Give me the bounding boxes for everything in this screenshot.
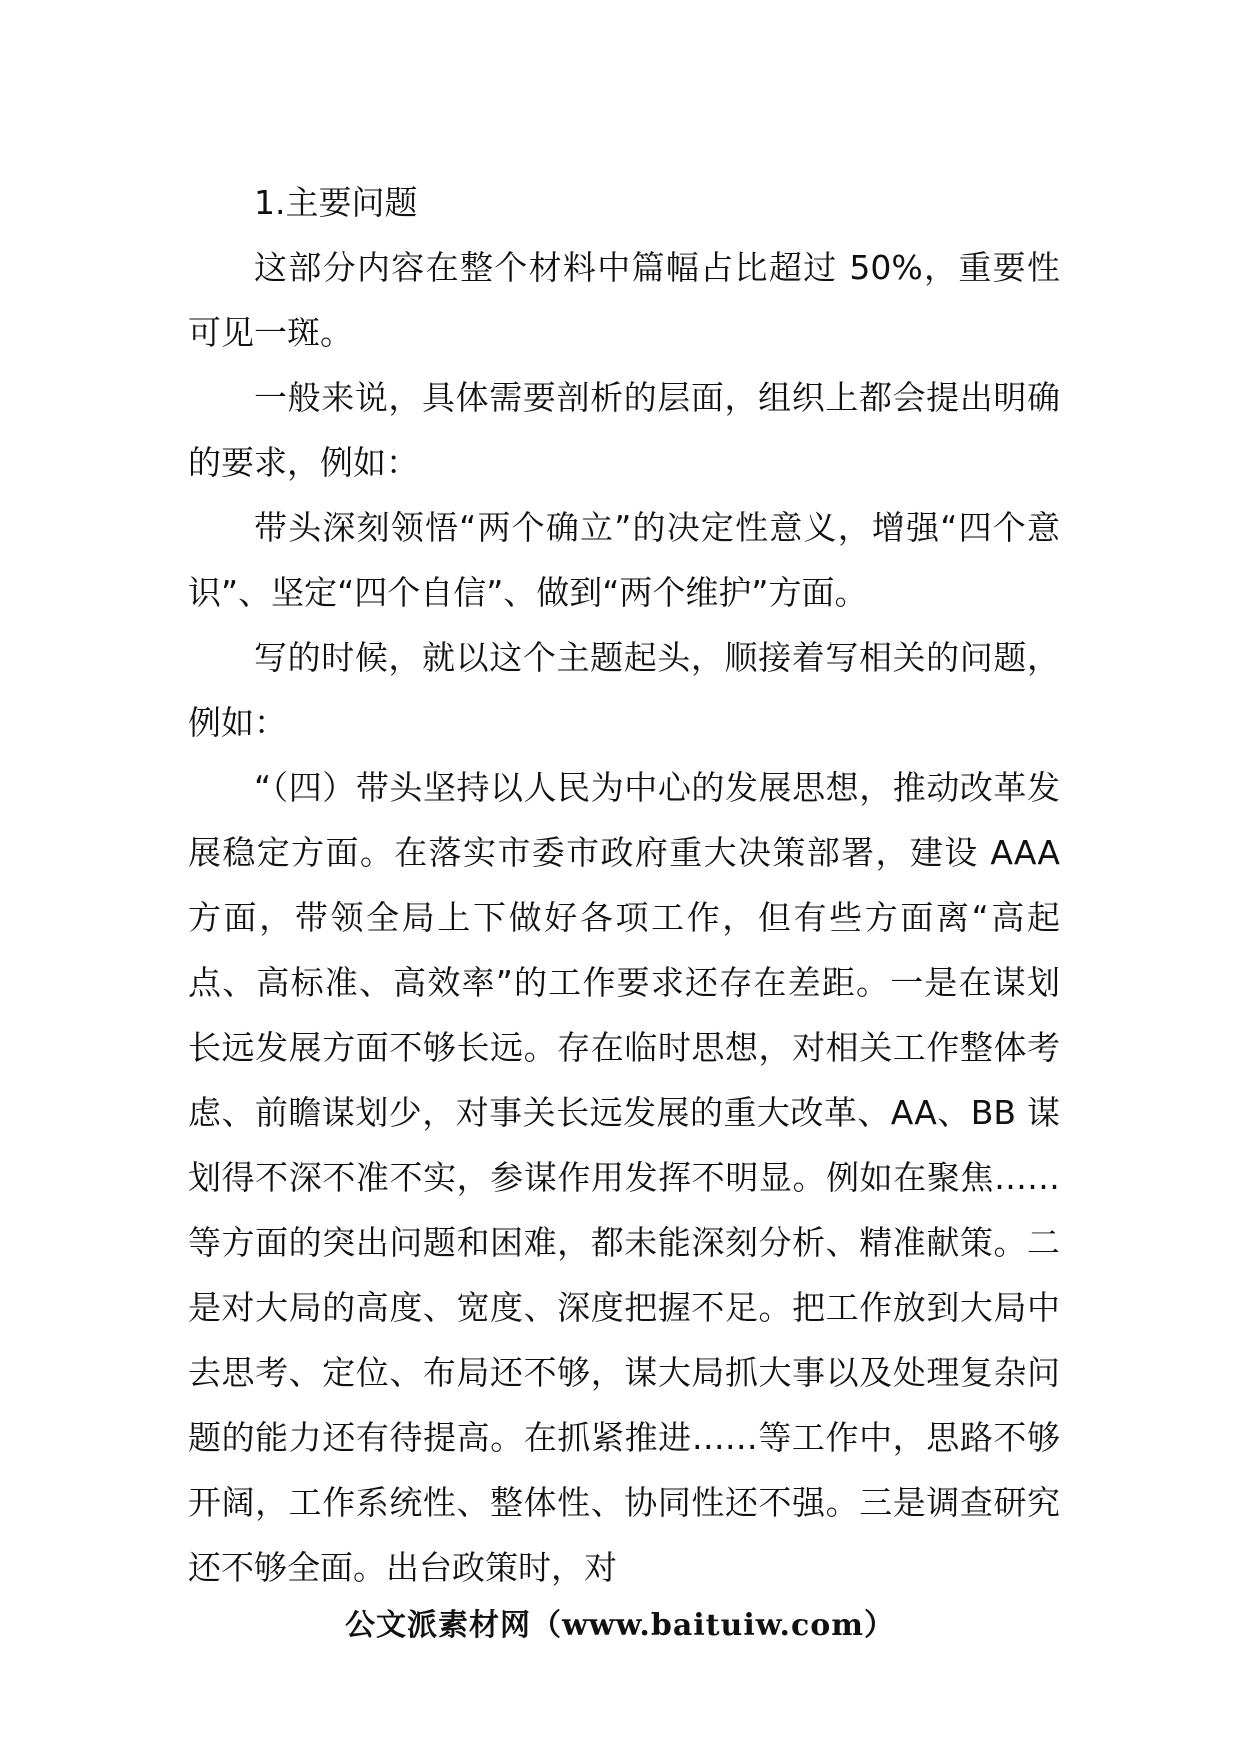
footer-watermark: 公文派素材网（www.baituiw.com） [344, 1608, 896, 1643]
section-heading: 1.主要问题 [254, 183, 418, 222]
paragraph-requirements: 一般来说，具体需要剖析的层面，组织上都会提出明确的要求，例如： [188, 378, 1060, 482]
paragraph-writing-tip: 写的时候，就以这个主题起头，顺接着写相关的问题，例如： [188, 638, 1060, 742]
paragraph-example-text: “（四）带头坚持以人民为中心的发展思想，推动改革发展稳定方面。在落实市委市政府重大决策部署，建设 AAA 方面，带领全局上下做好各项工作，但有些方面离“高起点、高标准、高效率”的工作要求还存在差距。一是在谋划长远发展方面不够长远。存在临时思想，对相关工作整体考虑、前瞻谋划少，对事关长远发展的重大改革、AA、BB 谋划得不深不准不实，参谋作用发挥不明显。例如在聚焦……等方面的突出问题和困难，都未能深刻分析、精准献策。二是对大局的高度、宽度、深度把握不足。把工作放到大局中去思考、定位、布局还不够，谋大局抓大事以及处理复杂问题的能力还有待提高。在抓紧推进……等工作中，思路不够开阔，工作系统性、整体性、协同性还不强。三是调查研究还不够全面。出台政策时，对 [188, 768, 1060, 1587]
paragraph-intro: 这部分内容在整个材料中篇幅占比超过 50%，重要性可见一斑。 [188, 248, 1060, 352]
document-body [188, 170, 1060, 1600]
paragraph-example-topic: 带头深刻领悟“两个确立”的决定性意义，增强“四个意识”、坚定“四个自信”、做到“两个维护”方面。 [188, 508, 1060, 612]
